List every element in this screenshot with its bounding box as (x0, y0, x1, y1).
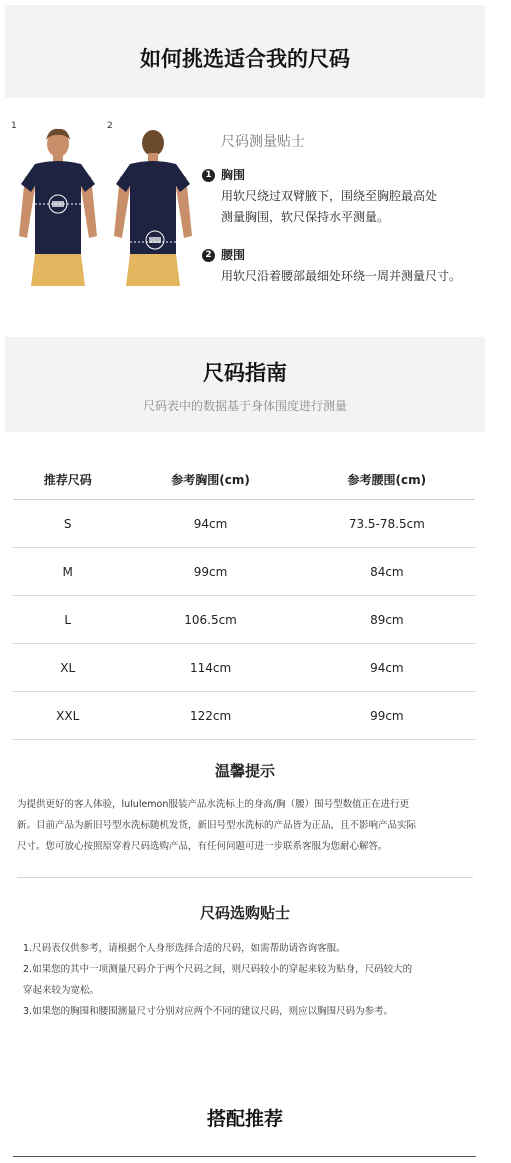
measure-tip-waist (202, 245, 492, 289)
tip-line: 测量胸围，软尺保持水平测量。 (221, 210, 390, 224)
table-header-row (13, 460, 475, 500)
buying-tips-title: 尺码选购贴士 (199, 904, 290, 922)
notice-title: 温馨提示 (214, 762, 275, 780)
tip-line: 3.如果您的胸围和腰围测量尺寸分别对应两个不同的建议尺码，则应以胸围尺码为参考。 (23, 1006, 394, 1017)
size-cell: S (13, 500, 122, 548)
table-row (13, 500, 475, 548)
model-front-image (13, 126, 103, 286)
chest-cell: 114cm (122, 644, 298, 692)
tip-line: 用软尺沿着腰部最细处环绕一周并测量尺寸。 (221, 269, 462, 283)
tip-line: 穿起来较为宽松。 (23, 985, 100, 996)
size-cell: XXL (13, 692, 122, 740)
column-header: 参考胸围(cm) (122, 460, 298, 500)
tip-heading: 腰围 (221, 248, 246, 262)
tip-line: 用软尺绕过双臂腋下，围绕至胸腔最高处 (221, 189, 438, 203)
notice-line: 为提供更好的客人体验，lululemon服装产品水洗标上的身高/胸（腰）围号型数值正在进行更 (17, 799, 410, 810)
size-guide-subtitle: 尺码表中的数据基于身体围度进行测量 (142, 399, 347, 413)
model-back-image (108, 126, 198, 286)
chest-cell: 94cm (122, 500, 298, 548)
table-row (13, 548, 475, 596)
table-row (13, 692, 475, 740)
waist-cell: 99cm (299, 692, 475, 740)
number-badge-icon: 2 (202, 249, 215, 262)
waist-cell: 94cm (299, 644, 475, 692)
size-cell: L (13, 596, 122, 644)
section-divider (17, 877, 473, 878)
page-title: 如何挑选适合我的尺码 (140, 47, 350, 71)
table-row (13, 644, 475, 692)
tip-description (221, 186, 437, 228)
number-badge-icon: 1 (202, 169, 215, 182)
size-guide-title: 尺码指南 (203, 361, 287, 385)
notice-line: 新。目前产品为新旧号型水洗标随机发货，新旧号型水洗标的产品皆为正品，且不影响产品实际 (17, 820, 417, 831)
tip-description (221, 266, 461, 287)
size-guide-banner (5, 337, 485, 432)
measure-tip-chest (202, 165, 492, 229)
table-row (13, 596, 475, 644)
figure-number-back: 2 (107, 121, 113, 131)
recommendation-title: 搭配推荐 (206, 1108, 283, 1130)
waist-cell: 73.5-78.5cm (299, 500, 475, 548)
measure-tips-title: 尺码测量贴士 (221, 134, 305, 150)
notice-text (17, 794, 477, 857)
size-cell: M (13, 548, 122, 596)
notice-line: 尺寸。您可放心按照原穿着尺码选购产品，有任何问题可进一步联系客服为您耐心解答。 (17, 841, 388, 852)
section-divider (13, 1156, 476, 1157)
chest-cell: 122cm (122, 692, 298, 740)
header-banner (5, 5, 485, 98)
figure-number-front: 1 (11, 121, 17, 131)
tip-line: 1.尺码表仅供参考，请根据个人身形选择合适的尺码，如需帮助请咨询客服。 (23, 943, 346, 954)
waist-cell: 84cm (299, 548, 475, 596)
column-header: 参考腰围(cm) (299, 460, 475, 500)
size-cell: XL (13, 644, 122, 692)
waist-cell: 89cm (299, 596, 475, 644)
column-header: 推荐尺码 (13, 460, 122, 500)
size-table (13, 460, 475, 740)
buying-tips-text (23, 938, 483, 1022)
chest-cell: 106.5cm (122, 596, 298, 644)
tip-line: 2.如果您的其中一项测量尺码介于两个尺码之间，则尺码较小的穿起来较为贴身，尺码较大的 (23, 964, 413, 975)
chest-cell: 99cm (122, 548, 298, 596)
tip-heading: 胸围 (221, 168, 246, 182)
